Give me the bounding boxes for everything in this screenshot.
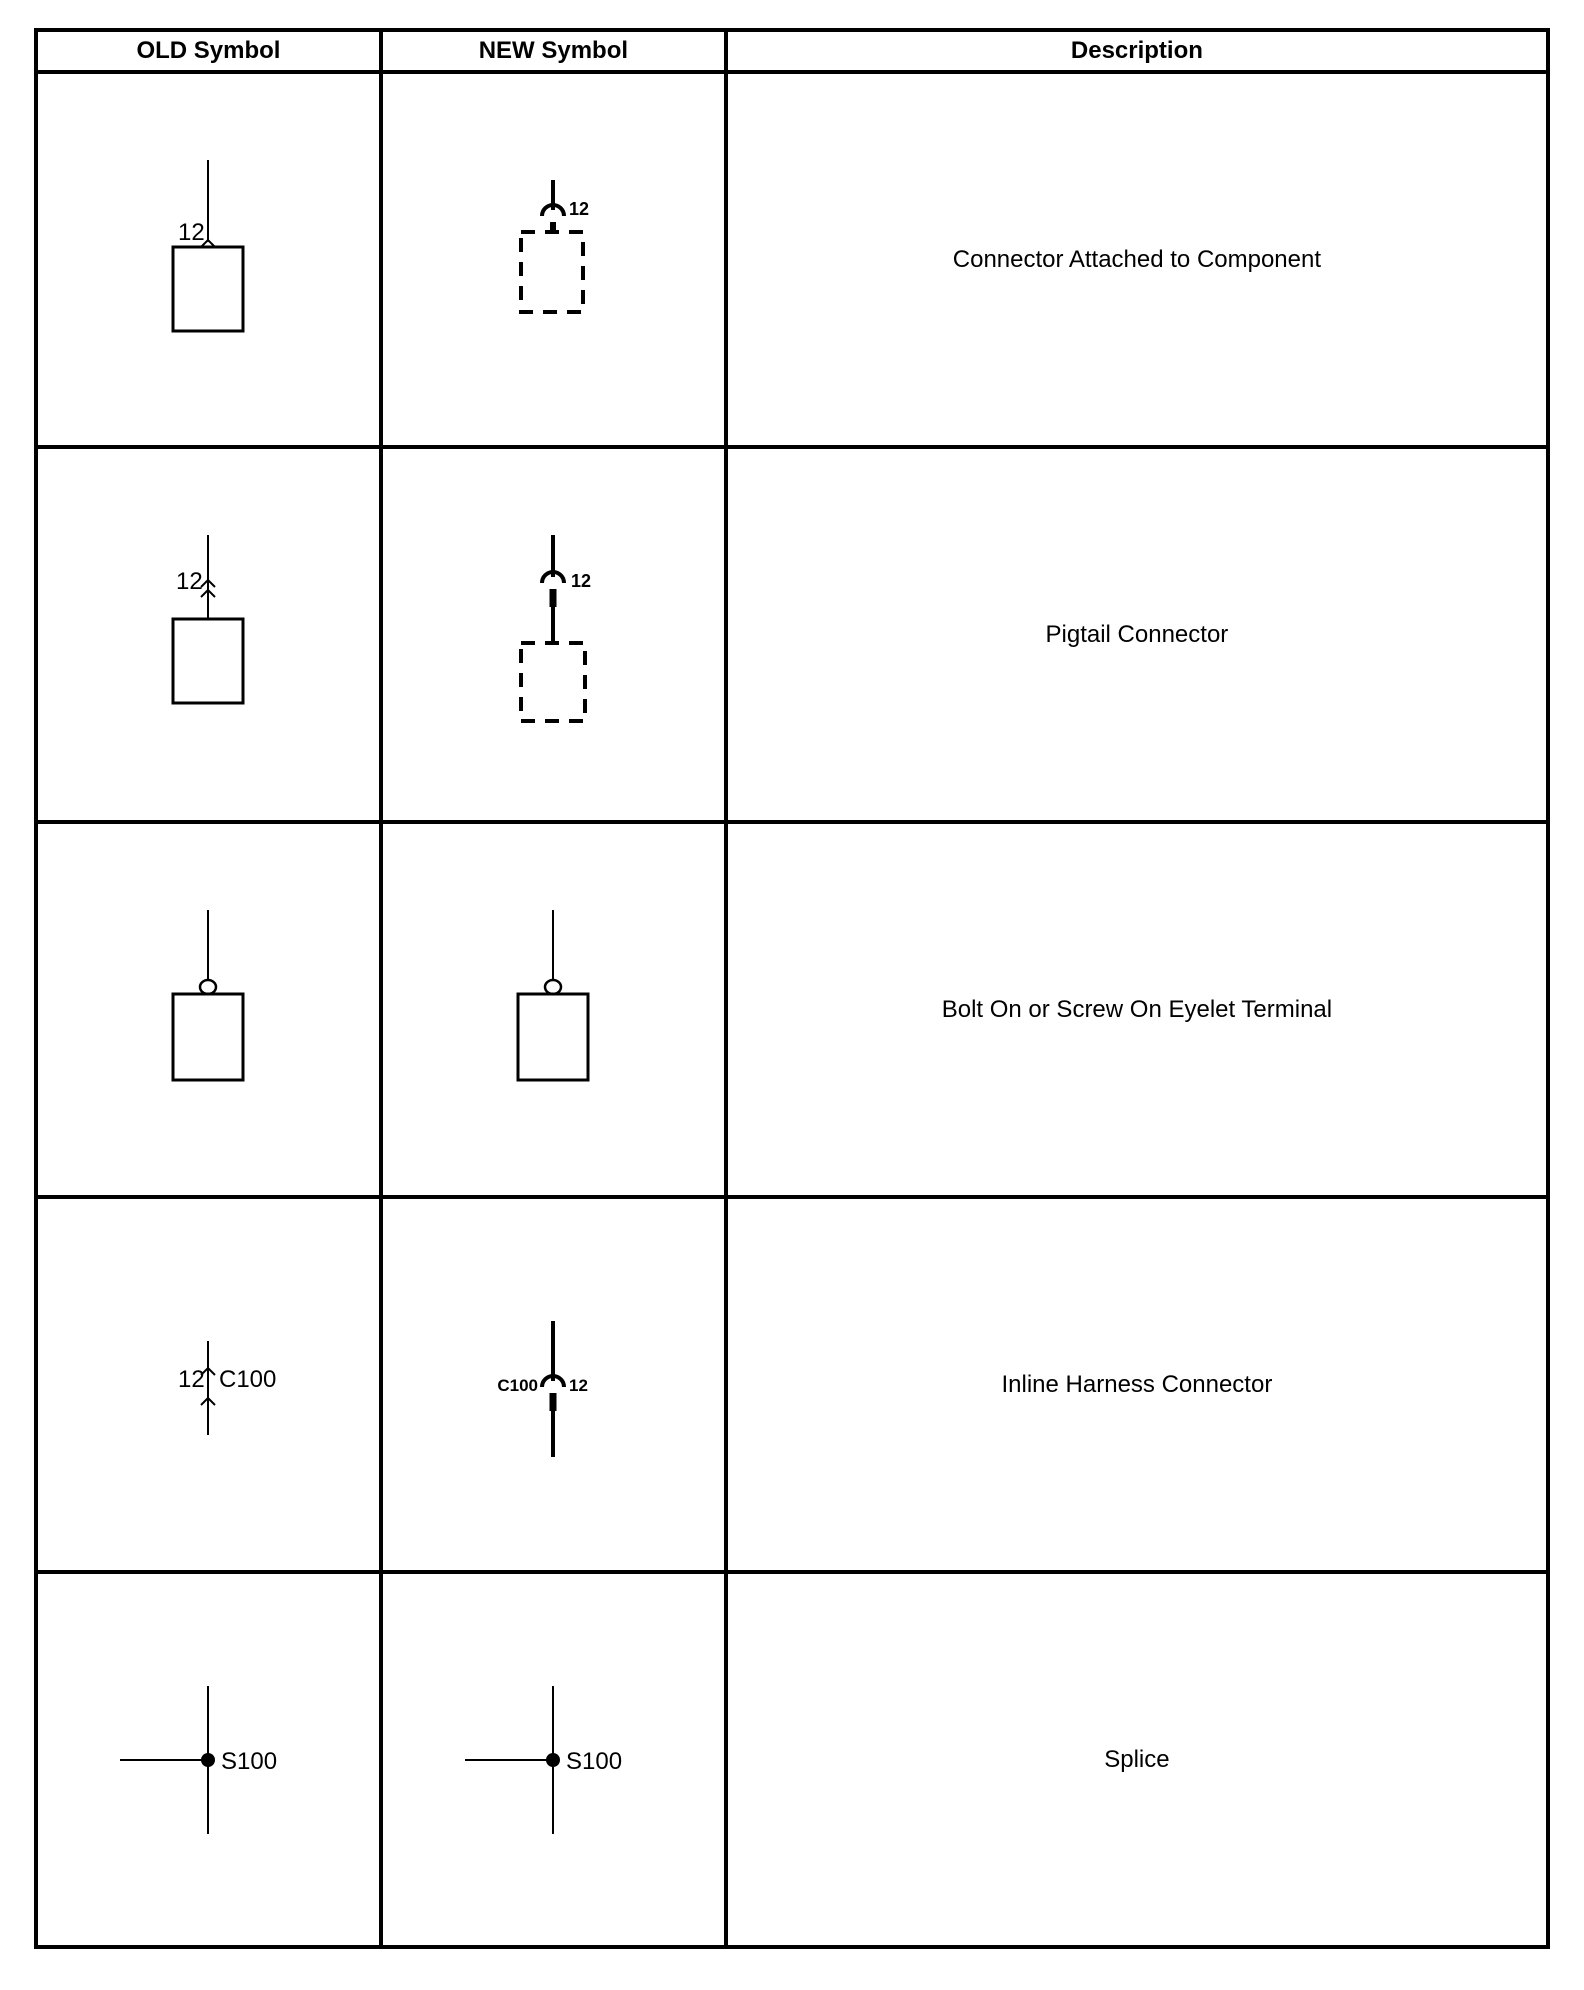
old-connector-attached-icon [108, 160, 308, 360]
new-symbol-cell [381, 1197, 726, 1572]
new-pin-label: 12 [569, 1375, 589, 1395]
symbol-comparison-table [34, 28, 1550, 1949]
table-row [36, 1572, 1548, 1947]
old-symbol-cell [36, 1197, 381, 1572]
old-pin-label: 12 [178, 1365, 206, 1393]
new-symbol-cell [381, 447, 726, 822]
new-pigtail-connector-icon [453, 535, 653, 735]
old-pin-label: 12 [176, 567, 204, 595]
old-inline-connector-icon [108, 1285, 308, 1485]
new-connector-attached-icon [453, 160, 653, 360]
old-eyelet-terminal-icon [108, 910, 308, 1110]
header-description: Description [726, 30, 1548, 72]
new-pin-label: 12 [569, 198, 590, 219]
old-symbol-cell [36, 1572, 381, 1947]
old-symbol-cell [36, 447, 381, 822]
table-row [36, 822, 1548, 1197]
old-symbol-cell [36, 822, 381, 1197]
description-cell: Connector Attached to Component [726, 72, 1548, 447]
new-eyelet-terminal-icon [453, 910, 653, 1110]
new-connector-label: C100 [497, 1375, 539, 1395]
old-connector-label: C100 [219, 1365, 277, 1393]
old-symbol-cell [36, 72, 381, 447]
header-new-symbol: NEW Symbol [381, 30, 726, 72]
new-symbol-cell [381, 822, 726, 1197]
description-cell: Splice [726, 1572, 1548, 1947]
table-row [36, 447, 1548, 822]
old-splice-icon [108, 1660, 308, 1860]
old-splice-label: S100 [221, 1747, 278, 1775]
description-cell: Bolt On or Screw On Eyelet Terminal [726, 822, 1548, 1197]
old-pin-label: 12 [178, 218, 206, 246]
header-row [36, 30, 1548, 72]
new-splice-icon [453, 1660, 653, 1860]
new-inline-connector-icon [453, 1285, 653, 1485]
header-old-symbol: OLD Symbol [36, 30, 381, 72]
new-splice-label: S100 [566, 1747, 623, 1775]
table-row [36, 1197, 1548, 1572]
description-cell: Pigtail Connector [726, 447, 1548, 822]
description-cell: Inline Harness Connector [726, 1197, 1548, 1572]
new-symbol-cell [381, 72, 726, 447]
old-pigtail-connector-icon [108, 535, 308, 735]
table-row [36, 72, 1548, 447]
new-pin-label: 12 [571, 570, 592, 591]
new-symbol-cell [381, 1572, 726, 1947]
